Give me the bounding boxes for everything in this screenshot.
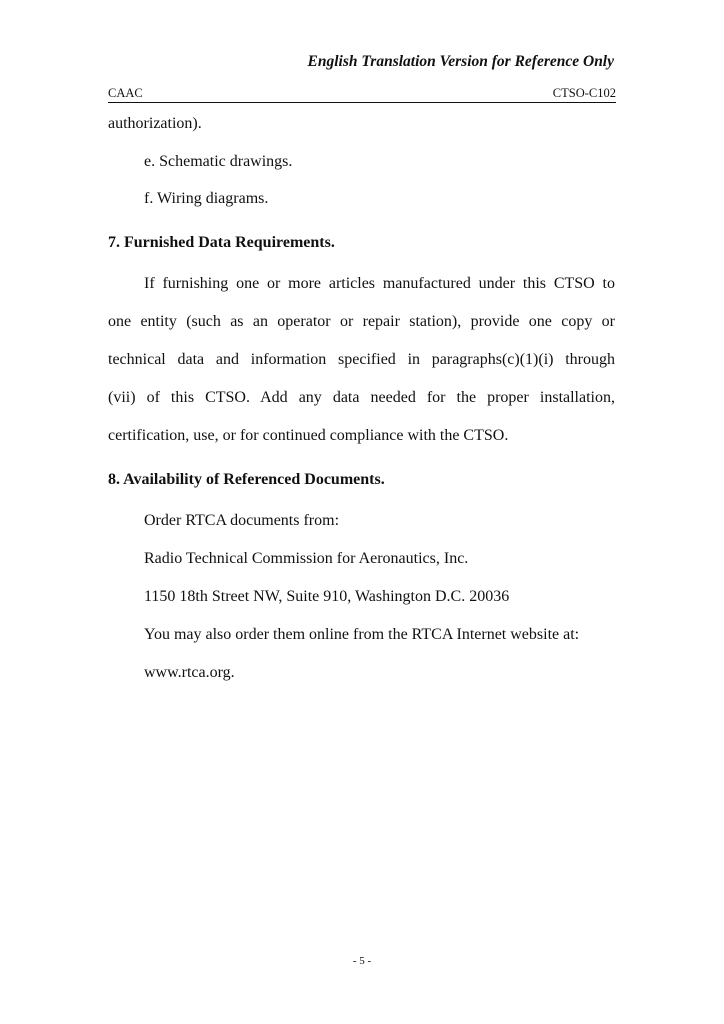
section-8-heading: 8. Availability of Referenced Documents.	[108, 471, 385, 488]
list-item-schematic-drawings: e. Schematic drawings.	[144, 153, 293, 170]
section-7-paragraph-line: (vii) of this CTSO. Add any data needed for the proper installation,	[108, 390, 615, 406]
section-7-paragraph-line: technical data and information specified in paragraphs(c)(1)(i) through	[108, 352, 615, 368]
header-rule	[108, 102, 616, 103]
section-8-line: You may also order them online from the RTCA Internet website at:	[144, 626, 580, 643]
section-8-website: www.rtca.org.	[144, 664, 235, 681]
section-7-paragraph-line: If furnishing one or more articles manufactured under this CTSO to	[144, 276, 615, 292]
section-8-address: 1150 18th Street NW, Suite 910, Washington D.C. 20036	[144, 588, 510, 605]
section-7-heading: 7. Furnished Data Requirements.	[108, 234, 335, 251]
page-number: - 5 -	[352, 955, 372, 967]
continuation-text: authorization).	[108, 115, 202, 132]
section-7-paragraph-line: one entity (such as an operator or repair station), provide one copy or	[108, 314, 615, 330]
translation-banner: English Translation Version for Reference Only	[307, 53, 614, 70]
list-item-wiring-diagrams: f. Wiring diagrams.	[144, 190, 269, 207]
header-document-id: CTSO-C102	[552, 86, 616, 100]
header-organization: CAAC	[108, 86, 143, 100]
section-8-line: Order RTCA documents from:	[144, 512, 340, 529]
section-8-line: Radio Technical Commission for Aeronautics, Inc.	[144, 550, 469, 567]
section-7-paragraph-line: certification, use, or for continued compliance with the CTSO.	[108, 427, 509, 444]
